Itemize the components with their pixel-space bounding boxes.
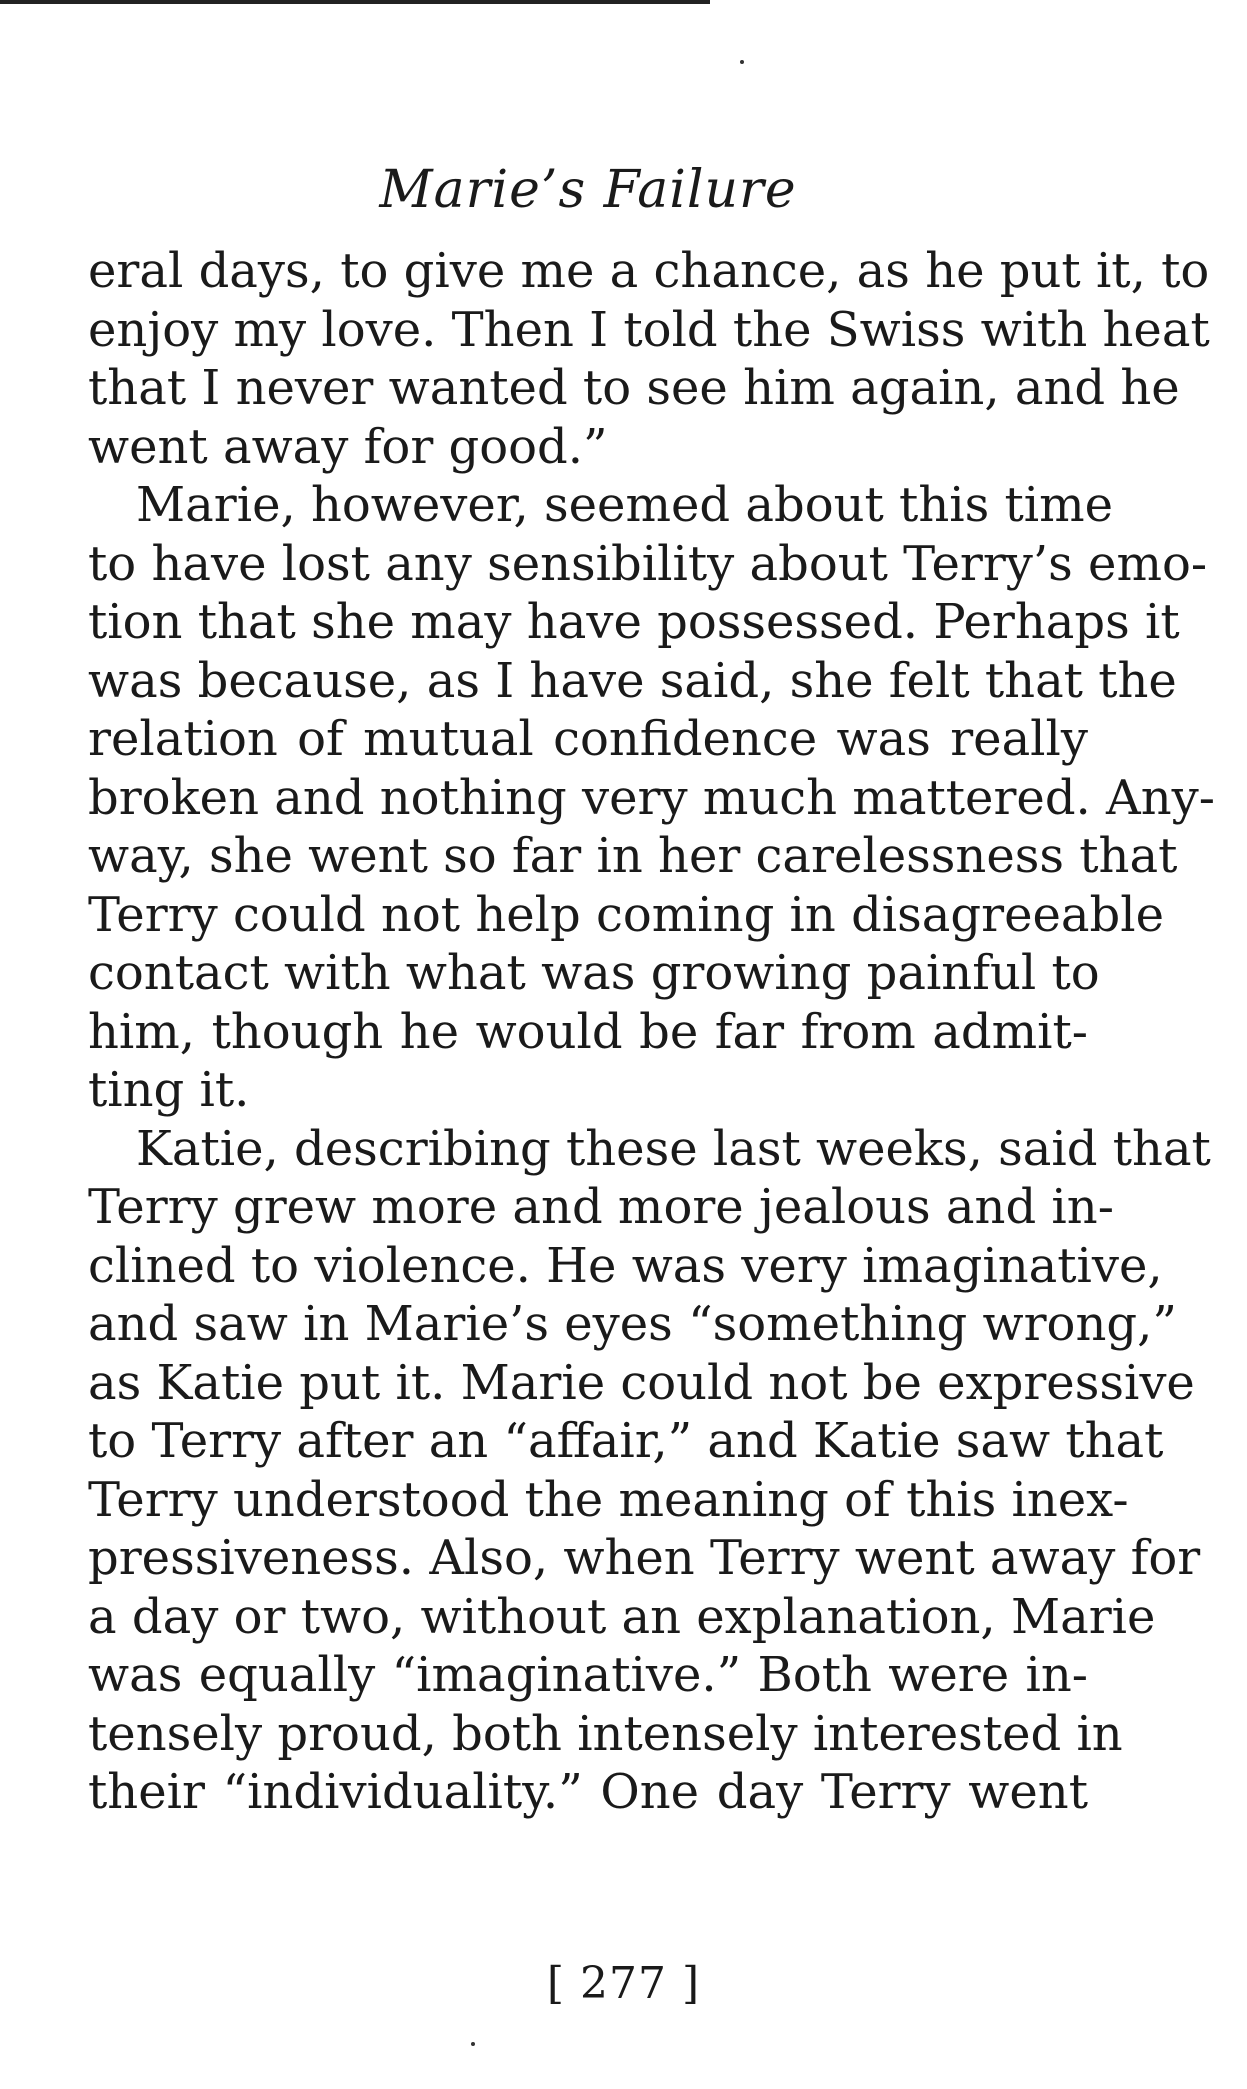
text-line: tensely proud, both intensely interested in [88, 1705, 1123, 1762]
text-line: Marie, however, seemed about this time [136, 477, 1114, 533]
text-line: tion that she may have possessed. Perhaps it [88, 594, 1180, 650]
paragraph [88, 1120, 1211, 1822]
text-line: and saw in Marie’s eyes “something wrong,” [88, 1296, 1177, 1352]
top-rule [0, 0, 710, 4]
text-line: Terry understood the meaning of this inex- [88, 1471, 1129, 1528]
text-line: was equally “imaginative.” Both were in- [88, 1647, 1088, 1703]
text-line: enjoy my love. Then I told the Swiss with heat [88, 301, 1210, 358]
text-line: was because, as I have said, she felt that the [88, 652, 1177, 709]
text-line: Terry grew more and more jealous and in- [88, 1179, 1114, 1235]
text-line: way, she went so far in her carelessness that [88, 828, 1178, 884]
text-line: broken and nothing very much mattered. Any- [88, 769, 1215, 826]
text-line: ting it. [88, 1062, 250, 1118]
text-line: their “individuality.” One day Terry went [88, 1764, 1088, 1820]
paragraph [88, 242, 1210, 476]
text-line: went away for good.” [88, 418, 608, 475]
text-line: pressiveness. Also, when Terry went away for [88, 1530, 1201, 1586]
text-line: clined to violence. He was very imaginative, [88, 1237, 1163, 1294]
text-line: Terry could not help coming in disagreeable [88, 886, 1164, 943]
paragraph [88, 476, 1215, 1120]
text-line: a day or two, without an explanation, Marie [88, 1588, 1156, 1645]
text-line: Katie, describing these last weeks, said that [136, 1120, 1211, 1177]
text-block [88, 242, 1215, 1822]
print-speck [740, 60, 744, 64]
text-line: relation of mutual confidence was really [88, 711, 1088, 767]
text-line: that I never wanted to see him again, and he [88, 360, 1180, 416]
page-body [88, 160, 1215, 1822]
text-line: to Terry after an “affair,” and Katie saw that [88, 1413, 1164, 1469]
text-line: to have lost any sensibility about Terry’s emo- [88, 535, 1208, 592]
running-head: Marie’s Failure [379, 160, 797, 220]
text-line: him, though he would be far from admit- [88, 1003, 1088, 1060]
text-line: eral days, to give me a chance, as he put it, to [88, 243, 1210, 299]
print-speck [471, 2042, 475, 2046]
page-number: [ 277 ] [546, 1958, 701, 2009]
text-line: contact with what was growing painful to [88, 945, 1100, 1001]
text-line: as Katie put it. Marie could not be expressive [88, 1354, 1195, 1411]
